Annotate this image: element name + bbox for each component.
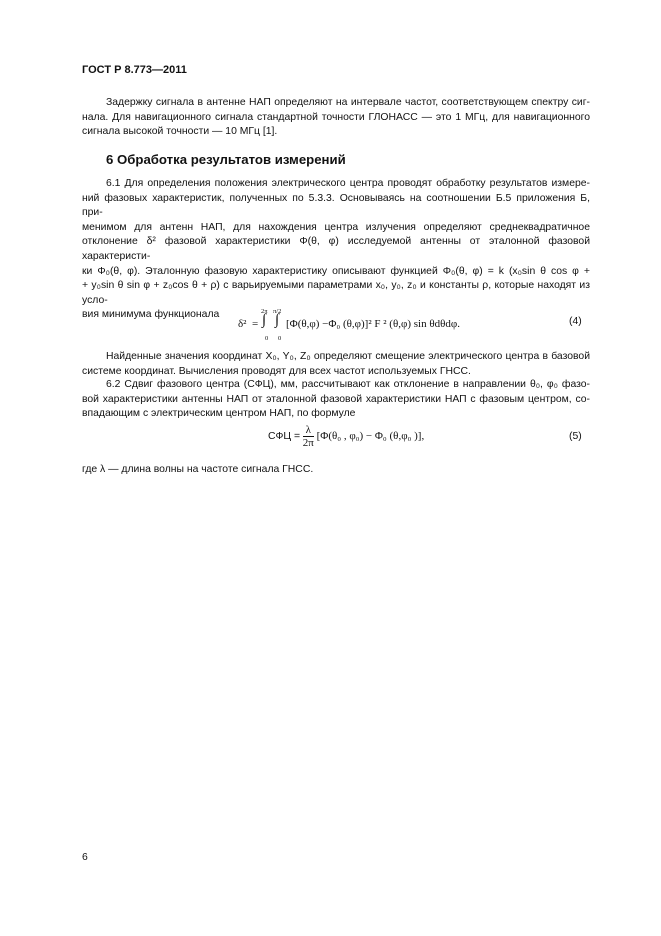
formula-5-numerator: λ bbox=[303, 424, 314, 437]
integral-upper-outer: 2π bbox=[261, 308, 268, 315]
document-header: ГОСТ Р 8.773—2011 bbox=[82, 64, 187, 76]
formula-5-fraction bbox=[303, 424, 314, 449]
formula-4-lhs: δ² bbox=[238, 318, 247, 330]
p61-line-5: ки Φ₀(θ, φ). Эталонную фазовую характеристику описывают функцией Φ₀(θ, φ) = k (x₀sin θ cos φ + bbox=[82, 265, 590, 277]
p61-line-7: вия минимума функционала bbox=[82, 309, 220, 321]
after4-line-2: системе координат. Вычисления проводят для всех частот используемых ГНСС. bbox=[82, 365, 471, 377]
formula-5-number: (5) bbox=[569, 431, 582, 442]
integral-sign-outer: ∫ bbox=[262, 312, 267, 328]
formula-4 bbox=[238, 308, 478, 344]
intro-line-2: нала. Для навигационного сигнала стандартной точности ГЛОНАСС — это 1 МГц, для навигационного bbox=[82, 111, 590, 123]
p62-line-2: вой характеристики антенны НАП от эталонной фазовой характеристики НАП с фазовым центром, со- bbox=[82, 393, 590, 405]
integral-upper-inner: π/2 bbox=[273, 308, 282, 315]
formula-4-equals: = bbox=[252, 318, 259, 330]
paragraph-after-4 bbox=[82, 350, 590, 379]
formula-5-body: [Φ(θ₀ , φ₀) − Φ₀ (θ,φ₀ )], bbox=[316, 430, 425, 443]
after4-line-1: Найденные значения координат X₀, Y₀, Z₀ определяют смещение электрического центра в базовой bbox=[106, 351, 590, 362]
where-clause: где λ — длина волны на частоте сигнала ГНСС. bbox=[82, 464, 314, 475]
integral-sign-inner: ∫ bbox=[275, 312, 280, 328]
formula-5 bbox=[268, 424, 424, 449]
p61-line-2: ний фазовых характеристик, полученных по 5.3.3. Основываясь на соотношении Б.5 приложения Б, при- bbox=[82, 192, 590, 219]
formula-5-denominator: 2π bbox=[302, 437, 314, 449]
paragraph-6-1 bbox=[82, 177, 590, 323]
formula-4-body: [Φ(θ,φ) −Φ₀ (θ,φ)]² F ² (θ,φ) sin θdθdφ. bbox=[286, 318, 460, 330]
p61-line-6: + y₀sin θ sin φ + z₀cos θ + ρ) с варьируемыми параметрами x₀, y₀, z₀ и константы ρ, которые находят из усло- bbox=[82, 280, 590, 306]
integral-lower-outer: 0 bbox=[265, 335, 269, 342]
formula-5-lhs: СФЦ = bbox=[268, 431, 301, 443]
integral-lower-inner: 0 bbox=[278, 335, 282, 342]
p61-line-4: отклонение δ² фазовой характеристики Φ(θ, φ) исследуемой антенны от эталонной фазовой характеристи- bbox=[82, 236, 590, 262]
page-number: 6 bbox=[82, 852, 88, 863]
p61-line-1: 6.1 Для определения положения электрического центра проводят обработку результатов измере- bbox=[106, 178, 590, 189]
formula-4-number: (4) bbox=[569, 316, 582, 327]
section-heading: 6 Обработка результатов измерений bbox=[106, 152, 346, 167]
intro-line-3: сигнала высокой точности — 10 МГц [1]. bbox=[82, 126, 278, 138]
p62-line-3: впадающим с электрическим центром НАП, по формуле bbox=[82, 408, 356, 420]
intro-paragraph bbox=[82, 96, 590, 140]
p61-line-3: менимом для антенн НАП, для нахождения центра излучения определяют среднеквадратичное bbox=[82, 221, 590, 233]
paragraph-6-2 bbox=[82, 378, 590, 422]
intro-line-1: Задержку сигнала в антенне НАП определяют на интервале частот, соответствующем спектру сиг- bbox=[106, 97, 590, 108]
p62-line-1: 6.2 Сдвиг фазового центра (СФЦ), мм, рассчитывают как отклонение в направлении θ₀, φ₀ фазо- bbox=[106, 379, 590, 390]
